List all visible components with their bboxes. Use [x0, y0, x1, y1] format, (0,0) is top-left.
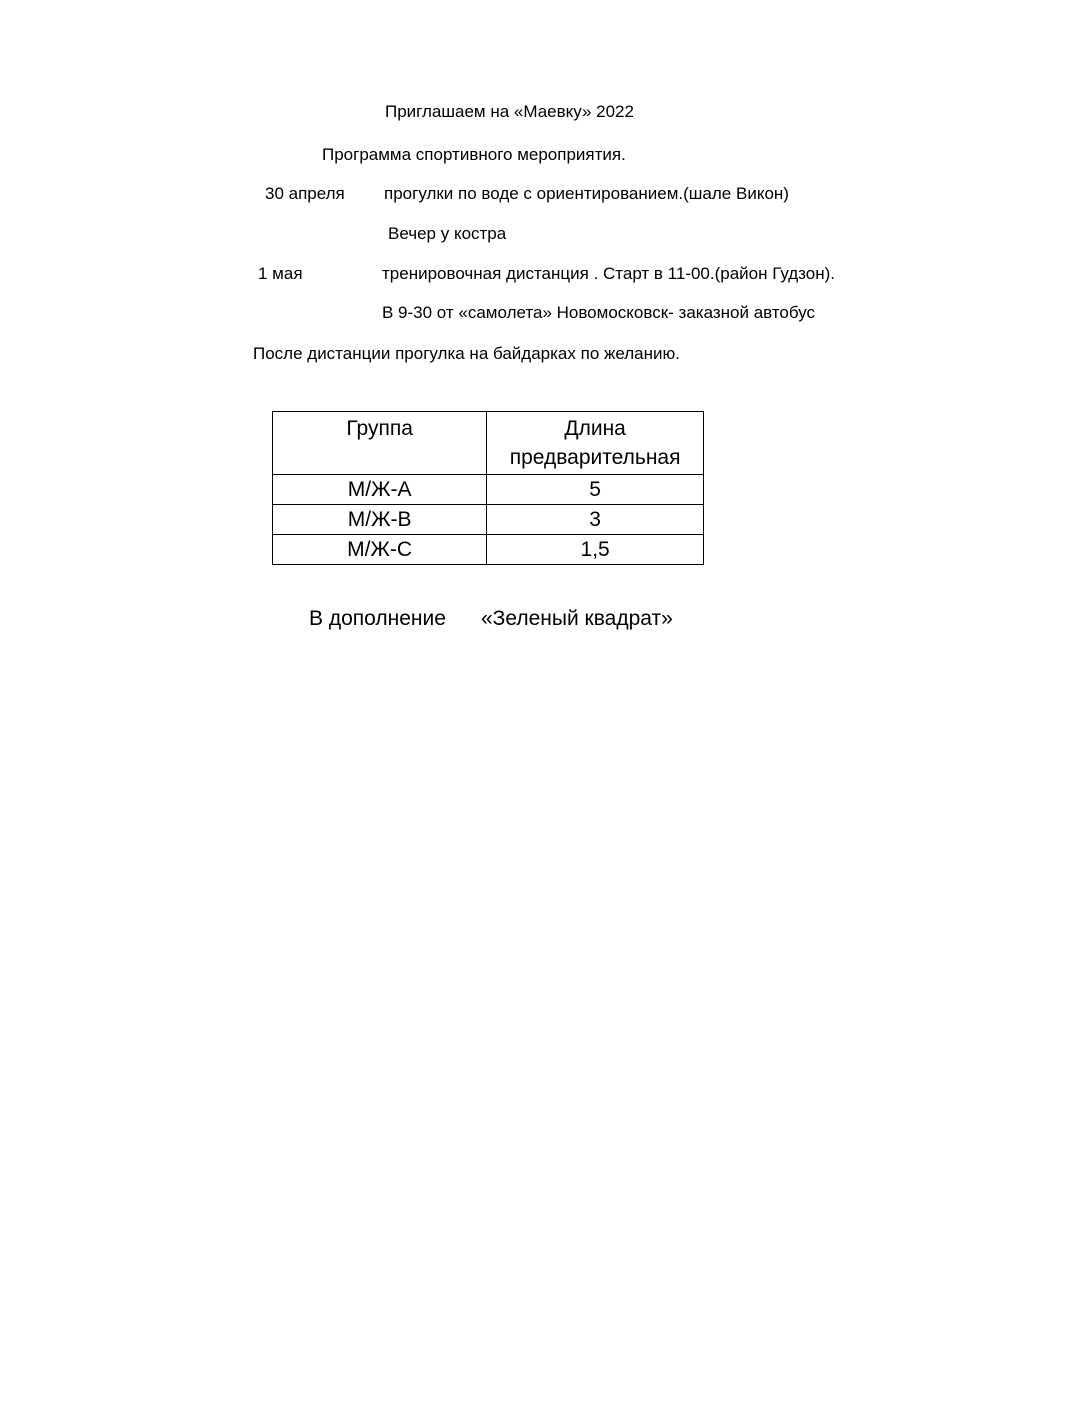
document-note: После дистанции прогулка на байдарках по желанию.	[253, 344, 680, 363]
table-cell-length: 3	[487, 505, 704, 535]
document-subtitle: Программа спортивного мероприятия.	[322, 145, 626, 164]
distance-table	[272, 411, 704, 565]
table-cell-group: М/Ж-С	[273, 535, 487, 565]
footer-addition-label: В дополнение	[309, 607, 446, 630]
table-cell-length: 5	[487, 475, 704, 505]
table-cell-length: 1,5	[487, 535, 704, 565]
table-header-group: Группа	[273, 412, 487, 475]
document-title: Приглашаем на «Маевку» 2022	[385, 102, 634, 121]
schedule-event-1: прогулки по воде с ориентированием.(шале Викон)	[384, 184, 789, 203]
table-row	[273, 535, 704, 565]
schedule-event-1-extra: Вечер у костра	[388, 224, 507, 243]
table-row	[273, 505, 704, 535]
table-header-length: Длина предварительная	[487, 412, 704, 475]
schedule-event-2: тренировочная дистанция . Старт в 11-00.(район Гудзон).	[382, 264, 835, 283]
table-header-row	[273, 412, 704, 475]
footer-addition-name: «Зеленый квадрат»	[481, 607, 673, 630]
table-cell-group: М/Ж-А	[273, 475, 487, 505]
schedule-date-1: 30 апреля	[265, 184, 345, 203]
table-cell-group: М/Ж-В	[273, 505, 487, 535]
schedule-event-2-extra: В 9-30 от «самолета» Новомосковск- заказной автобус	[382, 303, 816, 322]
schedule-date-2: 1 мая	[258, 264, 303, 283]
table-row	[273, 475, 704, 505]
